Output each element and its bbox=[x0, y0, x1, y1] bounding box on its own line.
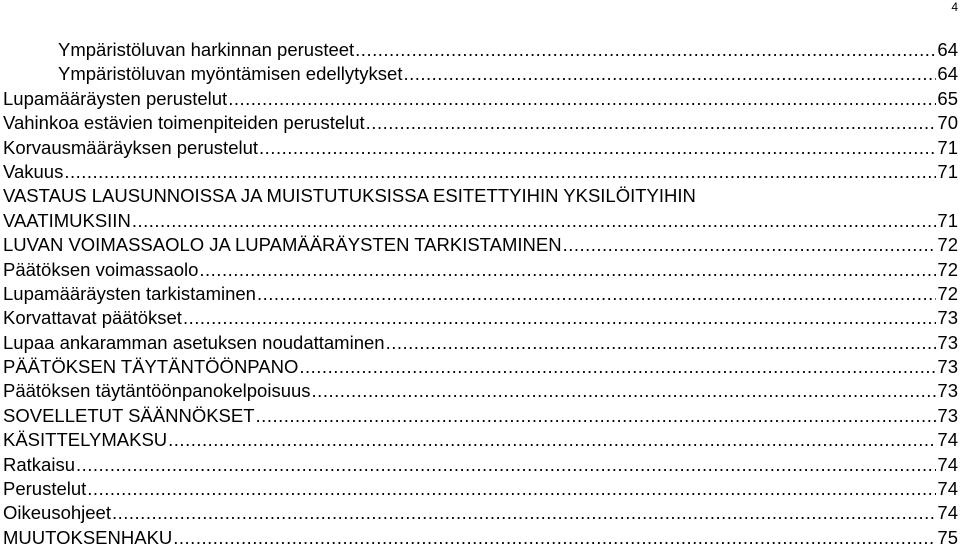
toc-entry-page: 70 bbox=[937, 112, 958, 134]
toc-dot-leader bbox=[228, 87, 936, 111]
toc-dot-leader bbox=[386, 331, 937, 355]
toc-entry[interactable] bbox=[0, 526, 960, 550]
toc-entry-page: 65 bbox=[937, 87, 958, 109]
toc-entry-page: 71 bbox=[937, 209, 958, 231]
toc-entry-page: 71 bbox=[937, 160, 958, 182]
toc-entry[interactable] bbox=[0, 355, 960, 379]
toc-dot-leader bbox=[87, 477, 936, 501]
toc-entry[interactable] bbox=[0, 477, 960, 501]
toc-entry-title: Vakuus bbox=[3, 160, 64, 182]
toc-entry[interactable] bbox=[0, 258, 960, 282]
toc-entry-page: 74 bbox=[937, 478, 958, 500]
toc-entry-title: Lupamääräysten tarkistaminen bbox=[3, 282, 256, 304]
toc-dot-leader bbox=[183, 306, 936, 330]
toc-entry[interactable] bbox=[0, 62, 960, 86]
toc-entry-page: 74 bbox=[937, 453, 958, 475]
toc-dot-leader bbox=[259, 136, 936, 160]
toc-entry[interactable] bbox=[0, 453, 960, 477]
toc-entry-title: Korvattavat päätökset bbox=[3, 307, 182, 329]
toc-entry-page: 72 bbox=[937, 282, 958, 304]
toc-entry-title: Korvausmääräyksen perustelut bbox=[3, 136, 259, 158]
toc-entry-page: 73 bbox=[937, 356, 958, 378]
toc-entry[interactable] bbox=[0, 501, 960, 525]
table-of-contents bbox=[0, 38, 960, 550]
toc-dot-leader bbox=[64, 160, 936, 184]
toc-entry[interactable] bbox=[0, 111, 960, 135]
toc-entry[interactable] bbox=[0, 306, 960, 330]
toc-dot-leader bbox=[199, 258, 936, 282]
toc-entry-title: LUVAN VOIMASSAOLO JA LUPAMÄÄRÄYSTEN TARKISTAMINEN bbox=[3, 234, 562, 256]
toc-entry-title: Lupamääräysten perustelut bbox=[3, 87, 228, 109]
toc-entry-page: 72 bbox=[937, 258, 958, 280]
toc-entry-title: Vahinkoa estävien toimenpiteiden perustelut bbox=[3, 112, 365, 134]
toc-entry[interactable] bbox=[0, 184, 960, 208]
toc-dot-leader bbox=[312, 379, 937, 403]
toc-entry-title: Oikeusohjeet bbox=[3, 502, 111, 524]
toc-entry-page: 73 bbox=[937, 380, 958, 402]
toc-entry[interactable] bbox=[0, 209, 960, 233]
toc-dot-leader bbox=[112, 501, 936, 525]
toc-entry[interactable] bbox=[0, 38, 960, 62]
toc-dot-leader bbox=[256, 404, 937, 428]
toc-entry-title: PÄÄTÖKSEN TÄYTÄNTÖÖNPANO bbox=[3, 356, 299, 378]
toc-dot-leader bbox=[366, 111, 937, 135]
toc-dot-leader bbox=[403, 62, 936, 86]
toc-entry-page: 71 bbox=[937, 136, 958, 158]
toc-entry-page: 74 bbox=[937, 502, 958, 524]
toc-entry-page: 64 bbox=[937, 63, 958, 85]
toc-entry[interactable] bbox=[0, 282, 960, 306]
toc-entry[interactable] bbox=[0, 136, 960, 160]
toc-dot-leader bbox=[257, 282, 936, 306]
toc-entry-page: 73 bbox=[937, 307, 958, 329]
toc-entry-page: 73 bbox=[937, 404, 958, 426]
toc-dot-leader bbox=[168, 428, 936, 452]
toc-entry-title: VASTAUS LAUSUNNOISSA JA MUISTUTUKSISSA ESITETTYIHIN YKSILÖITYIHIN bbox=[3, 185, 696, 207]
toc-entry-title: Ympäristöluvan harkinnan perusteet bbox=[58, 39, 355, 60]
toc-entry-title: Ratkaisu bbox=[3, 453, 75, 475]
toc-dot-leader bbox=[355, 38, 936, 62]
toc-entry-page: 75 bbox=[937, 526, 958, 548]
toc-dot-leader bbox=[299, 355, 936, 379]
page-number: 4 bbox=[951, 0, 958, 14]
toc-entry-title: SOVELLETUT SÄÄNNÖKSET bbox=[3, 404, 255, 426]
toc-entry-title: MUUTOKSENHAKU bbox=[3, 526, 173, 548]
toc-entry-title: Päätöksen voimassaolo bbox=[3, 258, 199, 280]
toc-entry-title: Ympäristöluvan myöntämisen edellytykset bbox=[58, 63, 403, 85]
toc-entry-page: 64 bbox=[937, 39, 958, 60]
toc-entry-page: 73 bbox=[937, 331, 958, 353]
toc-entry-title: Lupaa ankaramman asetuksen noudattaminen bbox=[3, 331, 385, 353]
toc-entry-title: Päätöksen täytäntöönpanokelpoisuus bbox=[3, 380, 311, 402]
toc-entry[interactable] bbox=[0, 404, 960, 428]
toc-dot-leader bbox=[563, 233, 937, 257]
toc-entry[interactable] bbox=[0, 160, 960, 184]
toc-entry-title: VAATIMUKSIIN bbox=[3, 209, 131, 231]
toc-entry[interactable] bbox=[0, 428, 960, 452]
toc-entry[interactable] bbox=[0, 87, 960, 111]
toc-entry-title: Perustelut bbox=[3, 478, 87, 500]
toc-entry[interactable] bbox=[0, 233, 960, 257]
toc-entry-page: 74 bbox=[937, 429, 958, 451]
toc-dot-leader bbox=[132, 209, 937, 233]
toc-dot-leader bbox=[173, 526, 936, 550]
toc-entry[interactable] bbox=[0, 331, 960, 355]
toc-entry-page: 72 bbox=[937, 234, 958, 256]
toc-dot-leader bbox=[76, 453, 936, 477]
toc-entry-title: KÄSITTELYMAKSU bbox=[3, 429, 168, 451]
toc-entry[interactable] bbox=[0, 379, 960, 403]
